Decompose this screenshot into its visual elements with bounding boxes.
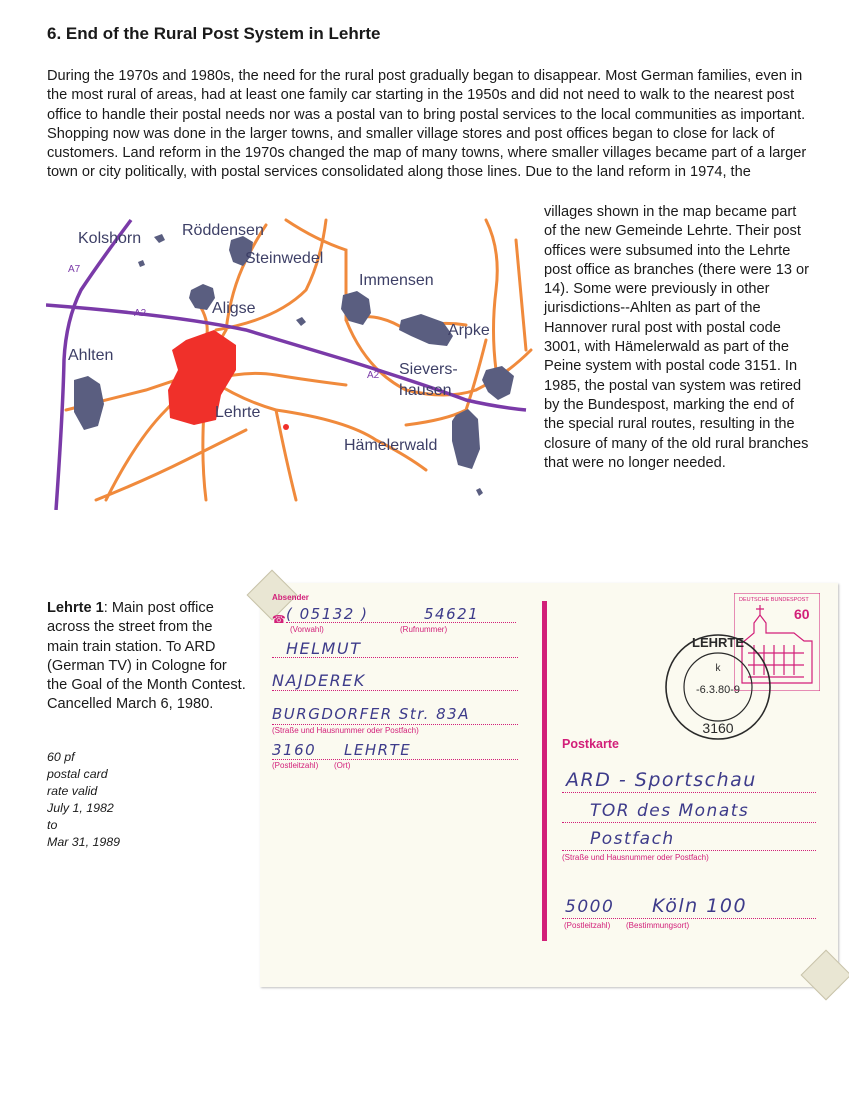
recipient-line-2: TOR des Monats bbox=[590, 801, 750, 821]
lehrte-outlier-dot bbox=[283, 424, 289, 430]
map-label-lehrte: Lehrte bbox=[215, 404, 261, 421]
caption-title: Lehrte 1 bbox=[47, 600, 104, 616]
field-line bbox=[562, 821, 816, 823]
postmark-cancel bbox=[658, 627, 778, 747]
field-line bbox=[272, 723, 518, 725]
postkarte-label: Postkarte bbox=[562, 737, 619, 751]
field-line bbox=[272, 656, 518, 658]
rate-line: postal card bbox=[47, 767, 108, 781]
field-line bbox=[562, 917, 816, 919]
field-line bbox=[272, 689, 518, 691]
phone-icon: ☎ bbox=[272, 614, 286, 626]
sender-town: LEHRTE bbox=[344, 741, 412, 759]
postmark-letter: k bbox=[715, 663, 721, 674]
map-label-a2-west: A2 bbox=[134, 308, 147, 319]
recipient-postcode: 5000 bbox=[565, 897, 615, 917]
map-label-sievers-1: Sievers- bbox=[399, 361, 458, 378]
map-label-arpke: Arpke bbox=[448, 322, 490, 339]
intro-paragraph: During the 1970s and 1980s, the need for the rural post gradually began to disappear. Most German families, even in the most rural of areas, had at least one family car starting in the 1950s and did not need to walk to the nearest post office to handle their postal needs nor was a postal van to bring postal services to the local communities as important. Shopping now was done in the larger towns, and smaller village stores and post offices began to close for lack of customers. Land reform in the 1970s changed the map of many towns, where smaller villages became part of a larger town or city politically, with postal services consolidated along those lines. Due to the land reform in 1974, the bbox=[47, 68, 807, 181]
postal-card bbox=[260, 583, 838, 987]
page-title: 6. End of the Rural Post System in Lehrte bbox=[47, 24, 381, 43]
recipient-city-label: (Bestimmungsort) bbox=[626, 921, 690, 930]
sender-first-name: HELMUT bbox=[286, 639, 362, 658]
sender-postcode-label: (Postleitzahl) bbox=[272, 761, 319, 770]
sender-label: Absender bbox=[272, 593, 309, 602]
field-line bbox=[562, 791, 816, 793]
rate-line: Mar 31, 1989 bbox=[47, 835, 121, 849]
rate-line: rate valid bbox=[47, 784, 98, 798]
rate-line: 60 pf bbox=[47, 750, 75, 764]
postmark-town: LEHRTE bbox=[692, 635, 744, 650]
sender-phone-number: 54621 bbox=[424, 605, 480, 623]
rate-line: to bbox=[47, 818, 58, 832]
item-caption bbox=[47, 599, 247, 715]
side-paragraph: villages shown in the map became part of the new Gemeinde Lehrte. Their post offices were subsumed into the Lehrte post office as branches (there were 13 or 14). Some were previously in other jurisdictions--Ahlten as part of the Hannover rural post with postal code 3001, with Hämelerwald as part of the Peine system with postal code 3151. In 1985, the postal van system was retired by the Bundespost, marking the end of the special rural routes, resulting in the closure of many of the old rural branches that were no longer needed. bbox=[544, 204, 809, 471]
area-code-label: (Vorwahl) bbox=[290, 625, 324, 634]
caption-text: : Main post office across the street from the main train station. To ARD (German TV) in Cologne for the Goal of the Month Contest. Cancelled March 6, 1980. bbox=[47, 600, 246, 713]
stamp-value: 60 bbox=[794, 606, 810, 622]
map-label-immensen: Immensen bbox=[359, 272, 434, 289]
map-label-sievers-2: hausen bbox=[399, 382, 452, 399]
field-line bbox=[272, 758, 518, 760]
field-line bbox=[286, 621, 516, 623]
recipient-city: Köln 100 bbox=[652, 895, 748, 917]
map-label-a7: A7 bbox=[68, 264, 81, 275]
map-label-aligse: Aligse bbox=[212, 300, 256, 317]
postmark-code: 3160 bbox=[702, 720, 734, 736]
card-divider bbox=[542, 601, 547, 941]
field-line bbox=[562, 849, 816, 851]
stamp-country: DEUTSCHE BUNDESPOST bbox=[739, 597, 809, 603]
recipient-postcode-label: (Postleitzahl) bbox=[564, 921, 611, 930]
map-label-haemelerwald: Hämelerwald bbox=[344, 437, 438, 454]
map-label-ahlten: Ahlten bbox=[68, 347, 114, 364]
rate-note bbox=[47, 749, 197, 851]
sender-street: BURGDORFER Str. 83A bbox=[272, 705, 470, 723]
photo-corner bbox=[801, 950, 849, 1001]
map-label-roddensen: Röddensen bbox=[182, 222, 264, 239]
postmark-date: -6.3.80-9 bbox=[695, 684, 741, 696]
recipient-street-label: (Straße und Hausnummer oder Postfach) bbox=[562, 853, 709, 862]
sender-area-code: ( 05132 ) bbox=[286, 605, 369, 623]
sender-last-name: NAJDEREK bbox=[272, 671, 366, 690]
phone-number-label: (Rufnummer) bbox=[400, 625, 448, 634]
sender-postcode: 3160 bbox=[272, 741, 317, 759]
recipient-name: ARD - Sportschau bbox=[566, 769, 757, 791]
recipient-line-3: Postfach bbox=[590, 829, 675, 849]
map-label-kolshorn: Kolshorn bbox=[78, 230, 142, 247]
rate-line: July 1, 1982 bbox=[47, 801, 114, 815]
map-label-a2-east: A2 bbox=[367, 370, 380, 381]
lehrte-map bbox=[46, 210, 536, 510]
sender-town-label: (Ort) bbox=[334, 761, 351, 770]
sender-street-label: (Straße und Hausnummer oder Postfach) bbox=[272, 726, 419, 735]
map-label-steinwedel: Steinwedel bbox=[245, 250, 324, 267]
